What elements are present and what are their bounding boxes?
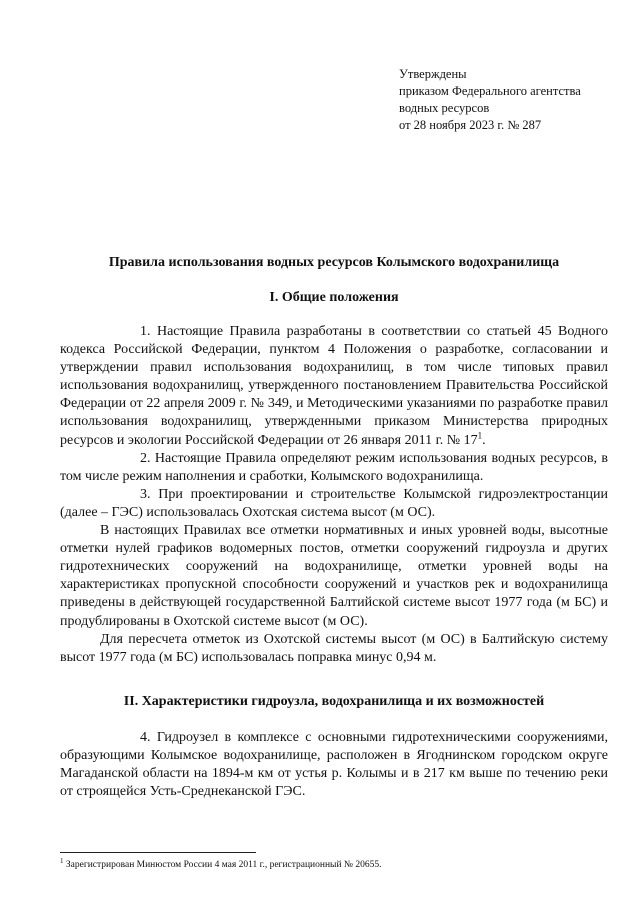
footnote-marker: 1	[60, 856, 64, 865]
section-body-general	[60, 323, 608, 667]
approval-block	[399, 66, 629, 134]
footnote-reference: 1	[477, 429, 483, 440]
footnote-text: Зарегистрирован Минюстом России 4 мая 2011 г., регистрационный № 20655.	[65, 860, 382, 870]
section-body-characteristics	[60, 729, 608, 801]
paragraph-4: В настоящих Правилах все отметки нормативных и иных уровней воды, высотные отметки нулей графиков водомерных постов, отметки сооружений гидроузла и других гидротехнических сооружений на водохранилище, отметки уровней воды на характеристиках пропускной способности сооружений и участков рек и водохранилища приведены в действующей государственной Балтийской системе высот 1977 года (м БС) и продублированы в Охотской системе высот (м ОС).	[60, 523, 608, 629]
paragraph-end: .	[482, 432, 486, 448]
approval-line-date: от 28 ноября 2023 г. № 287	[399, 118, 542, 132]
approval-line-agency: водных ресурсов	[399, 101, 490, 115]
paragraph-text: Гидроузел в комплексе с основными гидротехническими сооружениями, образующими Колымское водохранилище, расположен в Ягоднинском городском округе Магаданской области на 1894-м км от устья р. Колымы и в 217 км выше по течению реки от строящейся Усть-Среднеканской ГЭС.	[60, 730, 608, 800]
footnote-divider	[60, 852, 256, 853]
paragraph-4-dam	[60, 729, 608, 801]
document-title: Правила использования водных ресурсов Колымского водохранилища	[108, 255, 560, 270]
section-heading-general: I. Общие положения	[269, 290, 399, 305]
approval-line-order: приказом Федерального агентства	[399, 84, 581, 98]
paragraph-number: 3.	[140, 486, 151, 502]
paragraph-number: 2.	[140, 450, 151, 466]
paragraph-text: Настоящие Правила разработаны в соответствии со статьей 45 Водного кодекса Российской Федерации, пунктом 4 Положения о разработке, согласовании и утверждении правил использования водохранилищ, в том числе типовых правил использования водохранилищ, утвержденного постановлением Правительства Российской Федерации от 22 апреля 2009 г. № 349, и Методическими указаниями по разработке правил использования водохранилищ, утвержденными приказом Министерства природных ресурсов и экологии Российской Федерации от 26 января 2011 г. № 17	[60, 324, 609, 448]
paragraph-3	[60, 486, 608, 522]
approval-line-approved: Утверждены	[399, 67, 467, 81]
paragraph-text: При проектировании и строительстве Колымской гидроэлектростанции (далее – ГЭС) использовалась Охотская система высот (м ОС).	[60, 486, 608, 520]
section-heading-characteristics: II. Характеристики гидроузла, водохранилища и их возможностей	[123, 694, 545, 709]
paragraph-number: 4.	[140, 730, 151, 745]
paragraph-text: Настоящие Правила определяют режим использования водных ресурсов, в том числе режим наполнения и сработки, Колымского водохранилища.	[60, 450, 609, 484]
footnote	[60, 856, 608, 871]
paragraph-2	[60, 450, 608, 486]
paragraph-5: Для пересчета отметок из Охотской системы высот (м ОС) в Балтийскую систему высот 1977 года (м БС) использовалась поправка минус 0,94 м.	[60, 631, 608, 665]
paragraph-1	[60, 323, 608, 450]
paragraph-number: 1.	[140, 324, 151, 339]
